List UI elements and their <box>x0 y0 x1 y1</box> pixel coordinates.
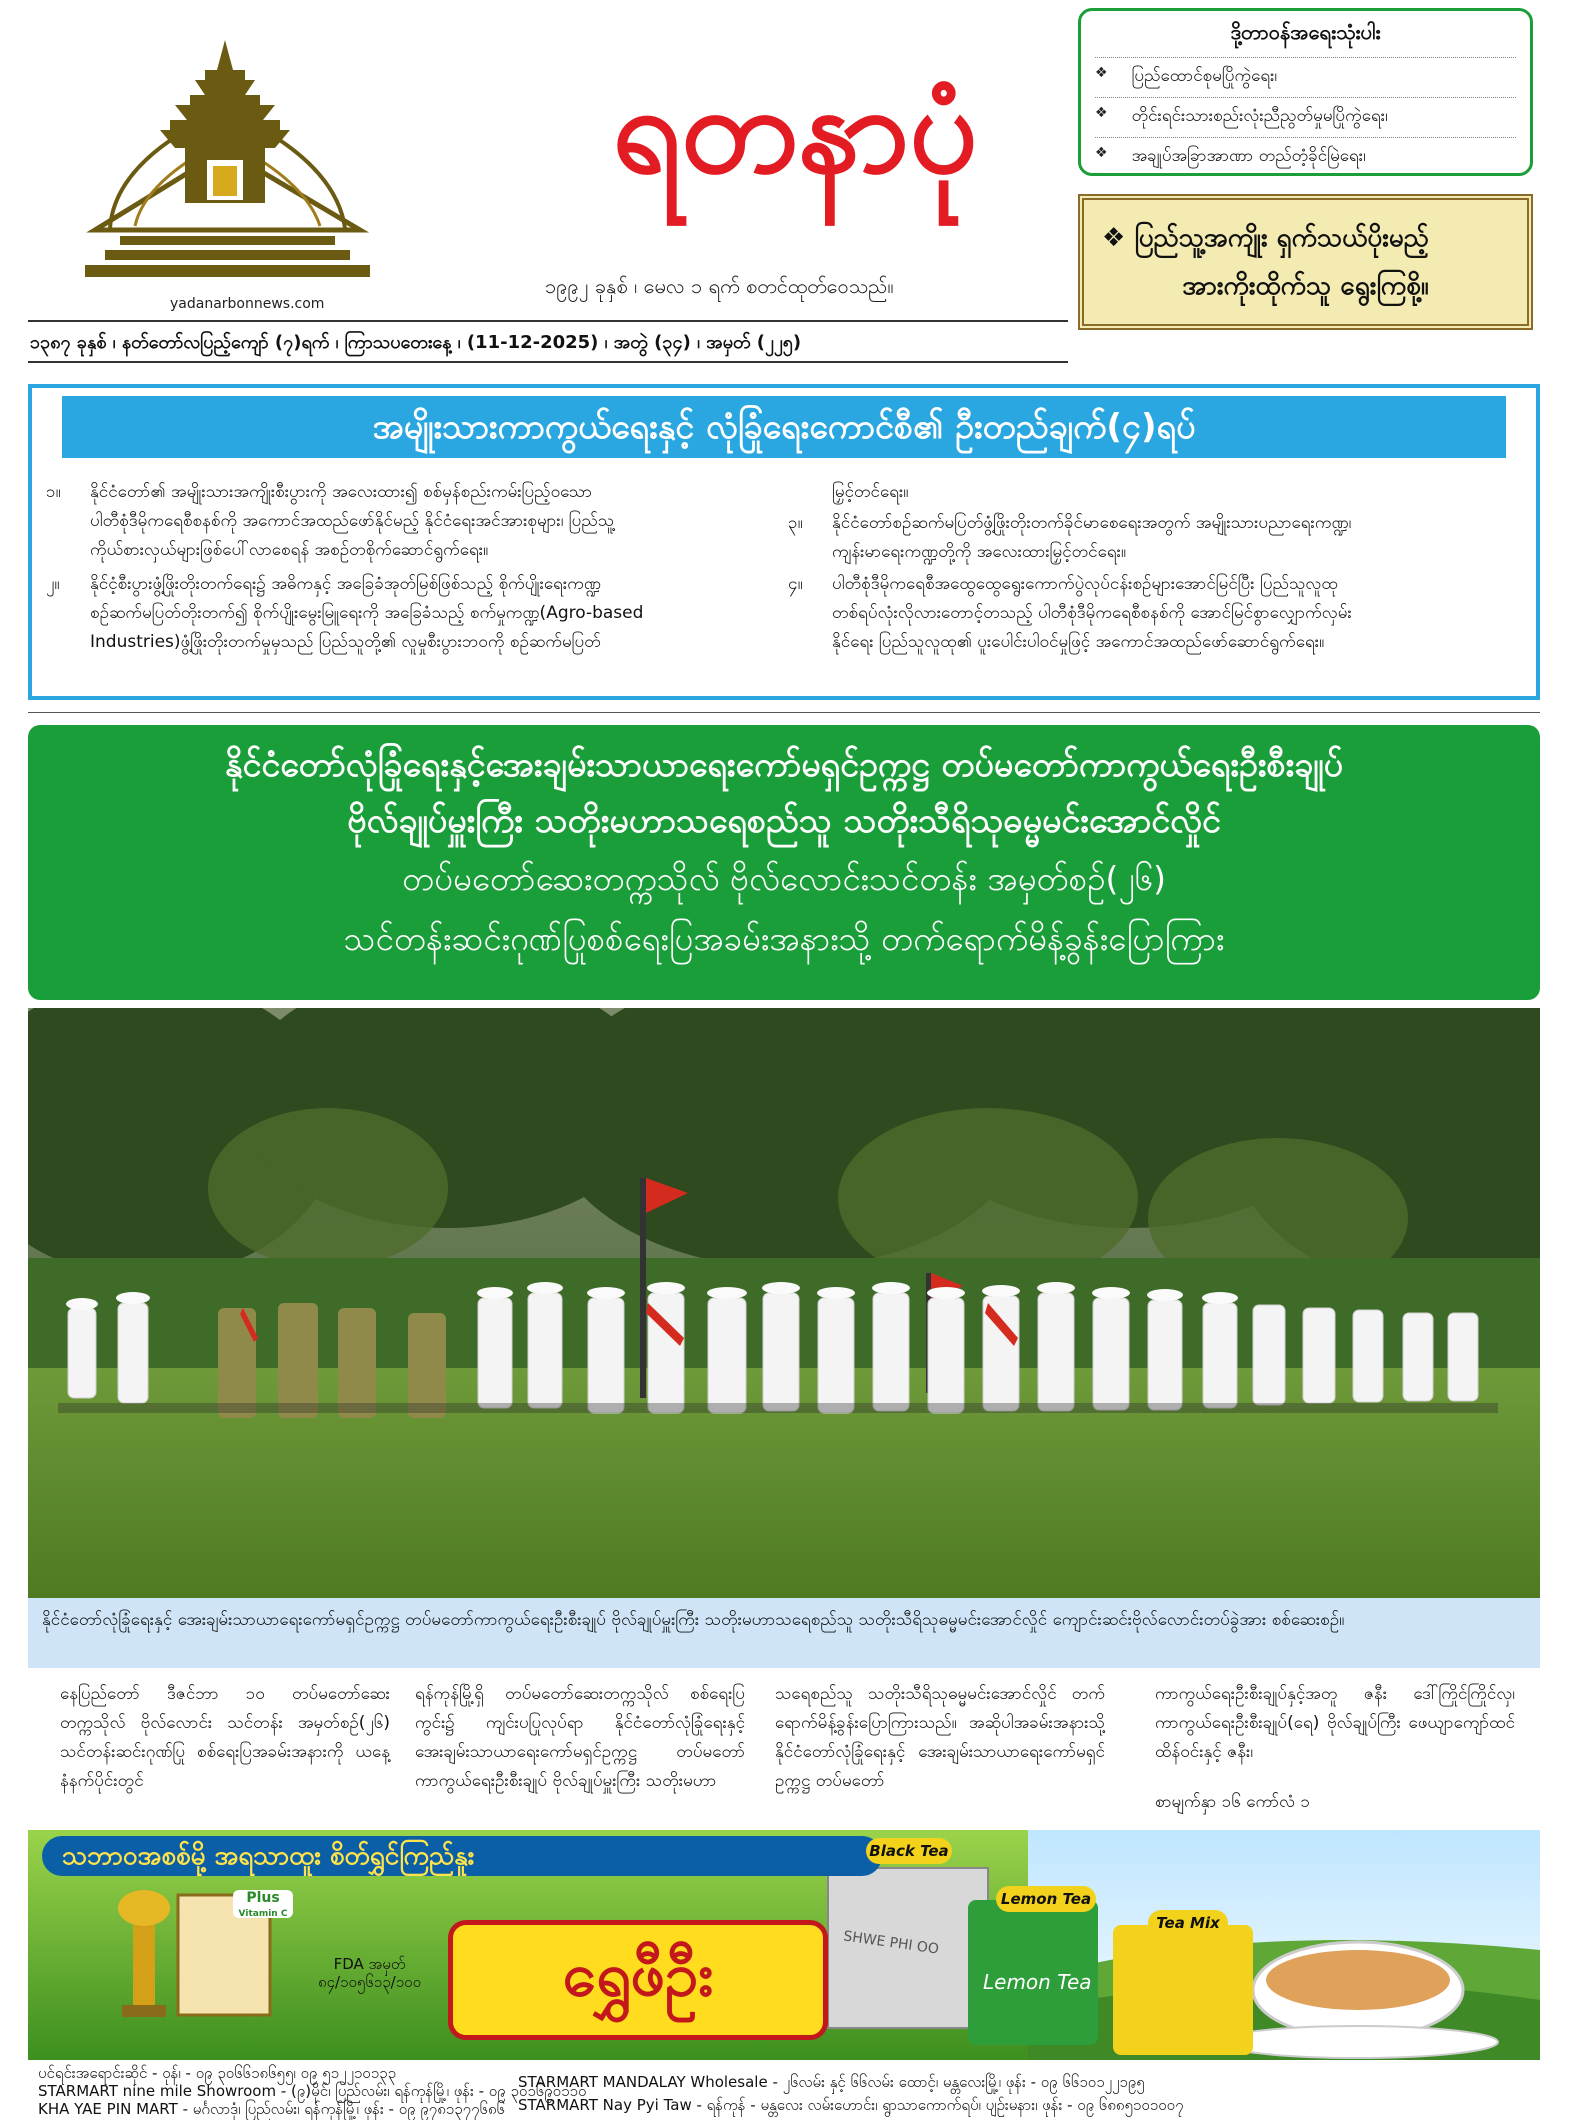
objective-text: ပါတီစုံဒီမိုကရေစီအထွေထွေရွေးကောက်ပွဲလုပ်ငန်းစဉ်များအောင်မြင်ပြီး ပြည်သူလူထု တစ်ရပ်လုံးလိုလားတောင့်တသည့် ပါတီစုံဒီမိုကရေစီစနစ်ကို အောင်မြင်စွာလျှောက်လှမ်း နိုင်ရေး ပြည်သူလူထု၏ ပူးပေါင်းပါဝင်မှုဖြင့် အကောင်အထည်ဖော်ဆောင်ရွက်ရေး။ <box>832 574 1352 652</box>
objective-number: ၄။ <box>788 574 803 594</box>
product-label-tea-mix: Tea Mix <box>1148 1910 1228 1936</box>
duty-item: ❖ ပြည်ထောင်စုမပြိုကွဲရေး၊ <box>1095 57 1516 97</box>
objective-text: နိုင်ငံတော်စဉ်ဆက်မပြတ်ဖွံ့ဖြိုးတိုးတက်ခိုင်မာစေရေးအတွက် အမျိုးသားပညာရေးကဏ္ဍ၊ ကျန်းမာရေးကဏ္ဍတို့ကို အလေးထားမြှင့်တင်ရေး။ <box>832 513 1352 562</box>
ad-banner: သဘာဝအစစ်မို့ အရသာထူး စိတ်ရွှင်ကြည်နူး <box>42 1836 882 1876</box>
tea-advertisement[interactable] <box>28 1830 1540 2120</box>
ad-contact-line: STARMART MANDALAY Wholesale - ၂၆လမ်း နှင့် ၆၆လမ်း ထောင့်၊ မန္တလေးမြို့၊ ဖုန်း - ၀၉ ၆၆၁၀၁၂၂၁၉၅ <box>518 2073 1145 2091</box>
lead-headline <box>28 725 1540 1000</box>
diamond-bullet-icon: ❖ <box>1095 65 1108 81</box>
objective-number: ၁။ <box>46 482 61 502</box>
duties-box <box>1078 8 1533 176</box>
objective-text: နိုင်ငံတော်၏ အမျိုးသားအကျိုးစီးပွားကို အလေးထား၍ စစ်မှန်စည်းကမ်းပြည့်ဝသော ပါတီစုံဒီမိုကရေစီစနစ်ကို အကောင်အထည်ဖော်နိုင်မည့် နိုင်ငံရေးအင်အားစုများ၊ ပြည်သူ့ ကိုယ်စားလှယ်များဖြစ်ပေါ်လာစေရန် အစဉ်တစိုက်ဆောင်ရွက်ရေး။ <box>90 482 615 560</box>
objective-number: ၃။ <box>788 513 803 533</box>
issue-dateline: ၁၃၈၇ ခုနှစ် ၊ နတ်တော်လပြည့်ကျော် (၇)ရက် ၊ ကြာသပတေးနေ့ ၊ (11-12-2025) ၊ အတွဲ (၃၄) ၊ အမှတ် (၂၂၅) <box>30 332 802 353</box>
ad-contact-line: STARMART Nay Pyi Taw - ရန်ကုန် - မန္တလေး လမ်းဟောင်း၊ ရွာသာကောက်ရပ်၊ ပျဉ်းမနား၊ ဖုန်း - ၀၉ ၆၈၈၅၁၀၁၀၀၇ <box>518 2096 1184 2114</box>
duty-item: ❖ တိုင်းရင်းသားစည်းလုံးညီညွတ်မှုမပြိုကွဲရေး၊ <box>1095 97 1516 137</box>
section-rule <box>28 712 1540 713</box>
lemon-tea-pack-text: Lemon Tea <box>983 1970 1092 1994</box>
ad-contact-line: STARMART nine mile Showroom - (၉)မိုင်၊ ပြည်လမ်း၊ ရန်ကုန်မြို့၊ ဖုန်း - ၀၉ ၃၀၁၆၉၀၁၁၀ <box>38 2082 587 2100</box>
photo-caption: နိုင်ငံတော်လုံခြုံရေးနှင့် အေးချမ်းသာယာရေးကော်မရှင်ဥက္ကဋ္ဌ တပ်မတော်ကာကွယ်ရေးဦးစီးချုပ် ဗိုလ်ချုပ်မှူးကြီး သတိုးမဟာသရေစည်သူ သတိုးသီရိသုဓမ္မမင်းအောင်လှိုင် ကျောင်းဆင်းဗိုလ်လောင်းတပ်ခွဲအား စစ်ဆေးစဉ်။ <box>28 1598 1540 1668</box>
product-label-lemon-tea: Lemon Tea <box>996 1886 1096 1912</box>
slogan-line-1: ❖ ပြည်သူ့အကျိုး ရှက်သယ်ပိုးမည့် <box>1102 223 1429 253</box>
objective-text-continued: မြှင့်တင်ရေး။ <box>832 482 909 502</box>
diamond-bullet-icon: ❖ <box>1095 105 1108 121</box>
masthead-title: ရတနာပုံ <box>612 59 978 200</box>
council-objectives-panel <box>28 384 1540 700</box>
black-tea-pack-text: SHWE PHI OO <box>842 1928 940 1958</box>
article-column-4: ကာကွယ်ရေးဦးစီးချုပ်နှင့်အတူ ဇနီး ဒေါ်ကြိုင်ကြိုင်လှ၊ ကာကွယ်ရေးဦးစီးချုပ်(ရေ) ဗိုလ်ချုပ်ကြီး ဖေယျာကျော်ထင်ထိန်ဝင်းနှင့် ဇနီး၊ <box>1155 1684 1515 1762</box>
pagoda-logo <box>75 40 380 280</box>
headline-line-4: သင်တန်းဆင်းဂုဏ်ပြုစစ်ရေးပြအခမ်းအနားသို့ တက်ရောက်မိန့်ခွန်းပြောကြား <box>343 919 1225 958</box>
masthead-rule-bottom <box>28 361 1068 363</box>
website-url[interactable]: yadanarbonnews.com <box>170 296 325 312</box>
continued-on-page[interactable]: စာမျက်နှာ ၁၆ ကော်လံ ၁ <box>1155 1792 1311 1812</box>
fda-registration: FDA အမှတ် ၈၄/၁၀၅၆၁၃/၁၀၀ <box>318 1955 422 1991</box>
founded-line: ၁၉၉၂ ခုနှစ် ၊ မေလ ၁ ရက် စတင်ထုတ်ဝေသည်။ <box>545 274 894 298</box>
masthead-rule-top <box>28 320 1068 322</box>
diamond-bullet-icon: ❖ <box>1095 145 1108 161</box>
duty-item: ❖ အချုပ်အခြာအာဏာ တည်တံ့ခိုင်မြဲရေး၊ <box>1095 137 1516 177</box>
ad-contact-line: ပင်ရင်းအရောင်းဆိုင် - ဝုန်၊ - ၀၉ ၃၀၆၆၁၈၆၅၅၊ ၀၉ ၅၁၂၂၁၀၁၃၃ <box>38 2064 397 2082</box>
objective-number: ၂။ <box>46 574 60 594</box>
vitamin-badge: Plus Vitamin C <box>233 1890 293 1918</box>
article-column-1: နေပြည်တော် ဒီဇင်ဘာ ၁၀ တပ်မတော်ဆေးတက္ကသိုလ် ဗိုလ်လောင်း သင်တန်း အမှတ်စဉ်(၂၆) သင်တန်းဆင်းဂုဏ်ပြု စစ်ရေးပြအခမ်းအနားကို ယနေ့နံနက်ပိုင်းတွင် <box>60 1684 390 1791</box>
article-column-3: သရေစည်သူ သတိုးသီရိသုဓမ္မမင်းအောင်လှိုင် တက် ရောက်မိန့်ခွန်းပြောကြားသည်။ အဆိုပါအခမ်းအနားသို့ နိုင်ငံတော်လုံခြုံရေးနှင့် အေးချမ်းသာယာရေးကော်မရှင်ဥက္ကဋ္ဌ တပ်မတော် <box>775 1684 1105 1791</box>
slogan-line-2: အားကိုးထိုက်သူ ရွေးကြစို့။ <box>1182 271 1429 301</box>
headline-line-3: တပ်မတော်ဆေးတက္ကသိုလ် ဗိုလ်လောင်းသင်တန်း အမှတ်စဉ်(၂၆) <box>402 859 1166 898</box>
headline-line-1: နိုင်ငံတော်လုံခြုံရေးနှင့်အေးချမ်းသာယာရေးကော်မရှင်ဥက္ကဋ္ဌ တပ်မတော်ကာကွယ်ရေးဦးစီးချုပ် <box>224 745 1344 785</box>
article-column-2: ရန်ကုန်မြို့ရှိ တပ်မတော်ဆေးတက္ကသိုလ် စစ်ရေးပြ ကွင်း၌ ကျင်းပပြုလုပ်ရာ နိုင်ငံတော်လုံခြုံရေးနှင့် အေးချမ်းသာယာရေးကော်မရှင်ဥက္ကဋ္ဌ တပ်မတော် ကာကွယ်ရေးဦးစီးချုပ် ဗိုလ်ချုပ်မှူးကြီး သတိုးမဟာ <box>415 1684 745 1791</box>
product-label-black-tea: Black Tea <box>866 1838 952 1864</box>
election-slogan-box <box>1078 194 1533 330</box>
parade-photo <box>28 1008 1540 1598</box>
duties-heading: ဒို့တာဝန်အရေးသုံးပါး <box>1230 20 1381 44</box>
council-objectives-title: အမျိုးသားကာကွယ်ရေးနှင့် လုံခြုံရေးကောင်စီ၏ ဦးတည်ချက်(၄)ရပ် <box>62 396 1506 458</box>
brand-logo: ရွှေဖီဦး <box>448 1920 828 2040</box>
headline-line-2: ဗိုလ်ချုပ်မှူးကြီး သတိုးမဟာသရေစည်သူ သတိုးသီရိသုဓမ္မမင်းအောင်လှိုင် <box>347 801 1221 841</box>
objective-text: နိုင်ငံ့စီးပွားဖွံ့ဖြိုးတိုးတက်ရေး၌ အဓိကနှင့် အခြေခံအုတ်မြစ်ဖြစ်သည့် စိုက်ပျိုးရေးကဏ္ဍ စဉ်ဆက်မပြတ်တိုးတက်၍ စိုက်ပျိုးမွေးမြူရေးကို အခြေခံသည့် စက်မှုကဏ္ဍ(Agro-based Industries)ဖွံ့ဖြိုးတိုးတက်မှုမှသည် ပြည်သူတို့၏ လူမှုစီးပွားဘဝကို စဉ်ဆက်မပြတ် <box>90 574 644 652</box>
ad-contact-line: KHA YAE PIN MART - မင်္ဂလာဒုံ၊ ပြည်လမ်း၊ ရန်ကုန်မြို့၊ ဖုန်း - ၀၉ ၉၇၈၁၃၇၇၆၈၆ <box>38 2100 505 2118</box>
